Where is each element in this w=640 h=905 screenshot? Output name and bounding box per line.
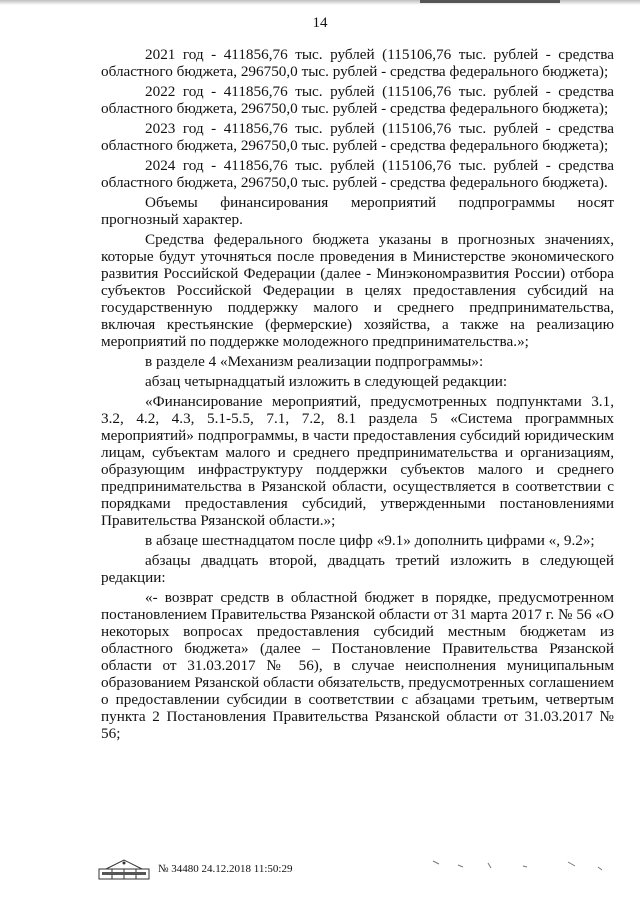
paragraph-abzac-22-23: абзацы двадцать второй, двадцать третий изложить в следующей редакции: [101, 552, 614, 586]
paragraph-2023: 2023 год - 411856,76 тыс. рублей (115106,76 тыс. рублей - средства областного бюджета, 296750,0 тыс. рублей - средства федерального бюджета); [101, 120, 614, 154]
paragraph-abzac-16: в абзаце шестнадцатом после цифр «9.1» дополнить цифрами «, 9.2»; [145, 532, 595, 549]
page-number: 14 [312, 15, 328, 31]
paragraph-2024: 2024 год - 411856,76 тыс. рублей (115106,76 тыс. рублей - средства областного бюджета, 296750,0 тыс. рублей - средства федерального бюджета). [101, 157, 614, 191]
paragraph-section-4: в разделе 4 «Механизм реализации подпрограммы»: [145, 353, 484, 370]
scan-noise-marks [428, 857, 628, 877]
paragraph-2021: 2021 год - 411856,76 тыс. рублей (115106,76 тыс. рублей - средства областного бюджета, 296750,0 тыс. рублей - средства федерального бюджета); [101, 46, 614, 80]
document-body [101, 46, 614, 745]
registration-number: № 34480 24.12.2018 11:50:29 [158, 863, 293, 875]
paragraph-forecast-note: Объемы финансирования мероприятий подпрограммы носят прогнозный характер. [101, 194, 614, 228]
paragraph-financing: «Финансирование мероприятий, предусмотренных подпунктами 3.1, 3.2, 4.2, 4.3, 5.1-5.5, 7.1, 7.2, 8.1 раздела 5 «Система программных мероприятий» подпрограммы, в части предоставления субсидий юридическим лицам, субъектам малого и среднего предпринимательства и организациям, образующим инфраструктуру поддержки субъектов малого и среднего предпринимательства в Рязанской области, осуществляется в соответствии с порядками предоставления субсидий, утвержденными постановлениями Правительства Рязанской области.»; [101, 393, 614, 529]
footer [98, 857, 618, 881]
electronic-document-logo-icon [98, 857, 150, 880]
paragraph-refund: «- возврат средств в областной бюджет в порядке, предусмотренном постановлением Правительства Рязанской области от 31 марта 2017 г. № 56 «О некоторых вопросах предоставления субсидий местным бюджетам из областного бюджета» (далее – Постановление Правительства Рязанской области от 31.03.2017 № 56), в случае неисполнения муниципальным образованием Рязанской области обязательств, предусмотренных соглашением о предоставлении субсидии в соответствии с абзацами третьим, четвертым пункта 2 Постановления Правительства Рязанской области от 31.03.2017 № 56; [101, 589, 614, 742]
paragraph-2022: 2022 год - 411856,76 тыс. рублей (115106,76 тыс. рублей - средства областного бюджета, 296750,0 тыс. рублей - средства федерального бюджета); [101, 83, 614, 117]
paragraph-abzac-14: абзац четырнадцатый изложить в следующей редакции: [145, 373, 508, 390]
scan-edge-mark [420, 0, 560, 3]
paragraph-federal-budget: Средства федерального бюджета указаны в прогнозных значениях, которые будут уточняться после проведения в Министерстве экономического развития Российской Федерации (далее - Минэкономразвития России) отбора субъектов Российской Федерации в целях предоставления субсидий на государственную поддержку малого и среднего предпринимательства, включая крестьянские (фермерские) хозяйства, а также на реализацию мероприятий по поддержке молодежного предпринимательства.»; [101, 231, 614, 350]
